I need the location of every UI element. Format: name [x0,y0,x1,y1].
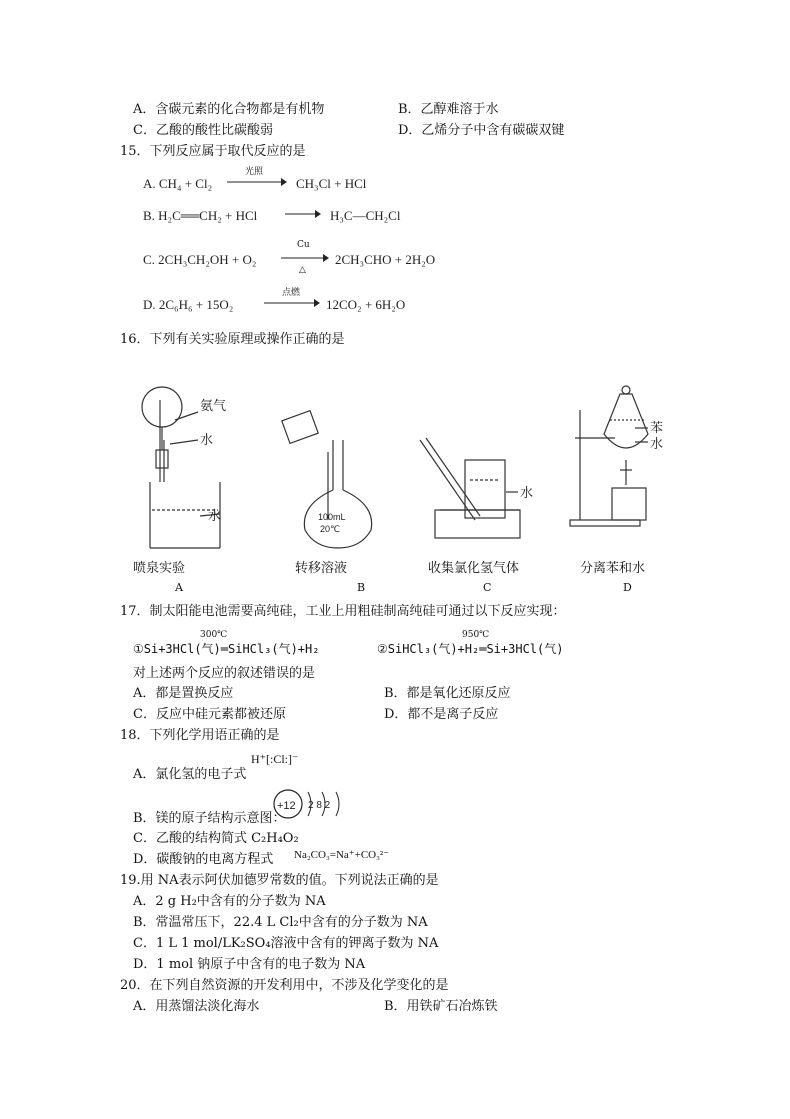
q15-a-rhs: CH₃Cl + HCl [296,176,367,191]
q16-stem: 16．下列有关实验原理或操作正确的是 [120,332,345,347]
q15-a-condition: 光照 [245,167,264,177]
q15-c-rhs: 2CH₃CHO + 2H₂O [335,252,436,267]
q19-option-a: A．2 g H₂中含有的分子数为 NA [133,894,326,909]
q20-option-a: A．用蒸馏法淡化海水 [133,999,260,1014]
q17-equation-1-condition: 300℃ [200,630,228,640]
gas-collection-apparatus [420,438,520,538]
fig-c-water-label: 水 [520,485,534,500]
q14-option-b: B．乙醇难溶于水 [398,102,499,117]
q19-option-c: C．1 L 1 mol/LK₂SO₄溶液中含有的钾离子数为 NA [133,936,439,951]
q19-option-d: D．1 mol 钠原子中含有的电子数为 NA [133,957,366,972]
magnesium-atom-diagram [272,788,368,824]
q14-option-a: A．含碳元素的化合物都是有机物 [133,102,325,117]
q16-letter-d: D [623,581,632,594]
q15-c-condition-top: Cu [297,240,310,250]
q17-equation-2-condition: 950℃ [462,630,490,640]
q14-option-d: D．乙烯分子中含有碳碳双键 [398,123,565,138]
q18-option-b: B．镁的原子结构示意图： [133,811,286,826]
q16-apparatus-figure [120,370,690,550]
q16-letter-b: B [357,581,366,594]
q15-a-lhs: A. CH₄ + Cl₂ [143,176,213,191]
q19-option-b: B．常温常压下，22.4 L Cl₂中含有的分子数为 NA [133,915,428,930]
q15-b-rhs: H₃C—CH₂Cl [330,208,401,223]
q16-label-d: 分离苯和水 [580,561,646,576]
q14-option-c: C．乙酸的酸性比碳酸弱 [133,123,273,138]
q15-c-lhs: C. 2CH₃CH₂OH + O₂ [143,252,257,267]
q18-option-d: D．碳酸钠的电离方程式 [133,852,274,867]
q15-a-arrow [225,176,287,188]
fig-d-benzene-label: 苯 [650,420,664,435]
fig-b-temperature: 20℃ [320,524,341,534]
q15-b-arrow [283,208,321,220]
q16-letter-a: A [175,581,183,594]
q15-d-arrow [262,297,320,309]
q20-option-b: B．用铁矿石冶炼铁 [384,999,498,1014]
q17-equation-1: ①Si+3HCl(气)═SiHCl₃(气)+H₂ [133,642,320,656]
q17-option-a: A．都是置换反应 [133,686,234,701]
q17-option-b: B．都是氧化还原反应 [384,686,511,701]
fig-a-gas-label: 氨气 [200,398,227,413]
separatory-funnel [570,386,648,526]
q18-option-a: A．氯化氢的电子式 [133,767,247,782]
q15-stem: 15．下列反应属于取代反应的是 [120,144,306,159]
q16-label-c: 收集氯化氢气体 [428,561,520,576]
q15-b-lhs: B. H₂C══CH₂ + HCl [143,208,258,223]
q18-option-c: C．乙酸的结构简式 C₂H₄O₂ [133,831,299,846]
q18-option-a-formula: H⁺[:Cl:]⁻ [251,752,299,766]
q15-d-lhs: D. 2C₆H₆ + 15O₂ [143,297,234,312]
q17-stem: 17．制太阳能电池需要高纯硅，工业上用粗硅制高纯硅可通过以下反应实现： [120,604,566,619]
q16-label-b: 转移溶液 [295,561,348,576]
q15-d-rhs: 12CO₂ + 6H₂O [326,297,406,312]
q16-letter-c: C [483,581,492,594]
fig-a-water-label-2: 水 [208,508,222,523]
q17-option-d: D．都不是离子反应 [384,707,499,722]
q16-label-a: 喷泉实验 [133,561,186,576]
q18-stem: 18．下列化学用语正确的是 [120,728,280,743]
atom-electron-shells: 2 8 2 [308,800,331,811]
fig-a-water-label-1: 水 [200,432,214,447]
q20-stem: 20．在下列自然资源的开发利用中，不涉及化学变化的是 [120,978,449,993]
q15-d-condition: 点燃 [282,288,301,298]
q19-stem: 19.用 NA表示阿伏加德罗常数的值。下列说法正确的是 [120,873,439,888]
fig-d-water-label: 水 [650,436,664,451]
q15-c-arrow [279,252,329,264]
q17-equation-2: ②SiHCl₃(气)+H₂═Si+3HCl(气) [377,642,564,656]
q15-c-condition-bottom: △ [299,265,306,275]
q17-prompt: 对上述两个反应的叙述错误的是 [133,666,316,681]
q17-option-c: C．反应中硅元素都被还原 [133,707,286,722]
fig-b-volume: 100mL [318,512,346,522]
atom-nucleus-charge: +12 [277,800,296,812]
q18-option-d-formula: Na₂CO₃=Na⁺+CO₃²⁻ [294,849,390,861]
